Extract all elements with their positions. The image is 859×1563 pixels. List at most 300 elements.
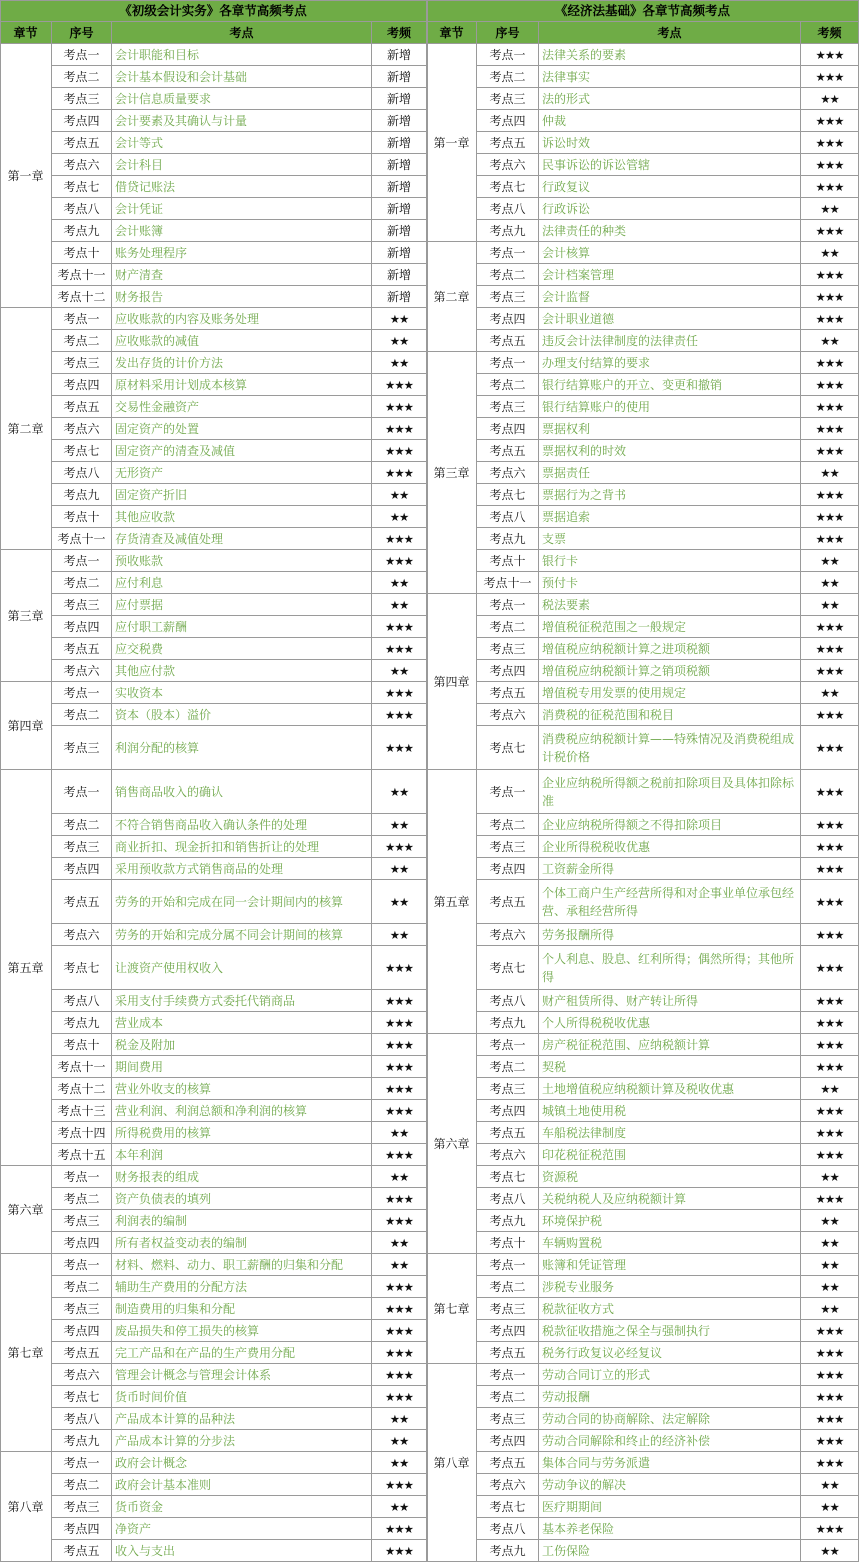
- row-point: 行政诉讼: [539, 198, 801, 220]
- row-point: 制造费用的归集和分配: [112, 1298, 372, 1320]
- row-frequency: ★★★: [801, 858, 859, 880]
- row-frequency: ★★★: [801, 484, 859, 506]
- row-point: 辅助生产费用的分配方法: [112, 1276, 372, 1298]
- row-frequency: ★★★: [801, 1518, 859, 1540]
- row-frequency: ★★: [372, 506, 427, 528]
- row-frequency: ★★: [372, 330, 427, 352]
- row-number: 考点九: [477, 1540, 539, 1562]
- row-frequency: ★★★: [801, 660, 859, 682]
- row-point: 行政复议: [539, 176, 801, 198]
- row-point: 税款征收方式: [539, 1298, 801, 1320]
- row-point: 预收账款: [112, 550, 372, 572]
- row-frequency: ★★★: [372, 1276, 427, 1298]
- row-point: 法律责任的种类: [539, 220, 801, 242]
- header-frequency: 考频: [801, 22, 859, 44]
- row-point: 劳务报酬所得: [539, 924, 801, 946]
- row-number: 考点十一: [52, 1056, 112, 1078]
- row-point: 材料、燃料、动力、职工薪酬的归集和分配: [112, 1254, 372, 1276]
- row-number: 考点六: [477, 704, 539, 726]
- row-frequency: ★★★: [372, 1144, 427, 1166]
- row-frequency: ★★: [801, 1474, 859, 1496]
- row-number: 考点六: [477, 462, 539, 484]
- row-frequency: ★★: [372, 1408, 427, 1430]
- row-number: 考点八: [477, 506, 539, 528]
- row-point: 应收账款的内容及账务处理: [112, 308, 372, 330]
- row-point: 增值税应纳税额计算之销项税额: [539, 660, 801, 682]
- row-frequency: ★★: [801, 1210, 859, 1232]
- row-frequency: ★★★: [801, 1320, 859, 1342]
- row-number: 考点三: [52, 1210, 112, 1232]
- row-frequency: ★★: [372, 484, 427, 506]
- row-frequency: ★★: [801, 1496, 859, 1518]
- row-point: 法律事实: [539, 66, 801, 88]
- row-point: 法律关系的要素: [539, 44, 801, 66]
- row-point: 货币资金: [112, 1496, 372, 1518]
- row-point: 管理会计概念与管理会计体系: [112, 1364, 372, 1386]
- row-number: 考点一: [52, 550, 112, 572]
- row-frequency: ★★★: [801, 814, 859, 836]
- row-number: 考点四: [477, 418, 539, 440]
- row-point: 城镇土地使用税: [539, 1100, 801, 1122]
- chapter-label: 第七章: [0, 1254, 52, 1452]
- row-number: 考点四: [477, 1430, 539, 1452]
- row-point: 营业利润、利润总额和净利润的核算: [112, 1100, 372, 1122]
- row-frequency: ★★★: [801, 704, 859, 726]
- row-frequency: ★★: [801, 1254, 859, 1276]
- row-point: 利润表的编制: [112, 1210, 372, 1232]
- row-point: 税金及附加: [112, 1034, 372, 1056]
- row-number: 考点四: [52, 1518, 112, 1540]
- row-point: 完工产品和在产品的生产费用分配: [112, 1342, 372, 1364]
- row-frequency: ★★★: [801, 1188, 859, 1210]
- row-number: 考点三: [477, 1078, 539, 1100]
- table-title: 《初级会计实务》各章节高频考点: [0, 0, 427, 22]
- row-point: 财务报告: [112, 286, 372, 308]
- row-frequency: ★★★: [372, 1386, 427, 1408]
- row-point: 固定资产的处置: [112, 418, 372, 440]
- chapter-label: 第二章: [427, 242, 477, 352]
- row-number: 考点一: [52, 682, 112, 704]
- row-point: 实收资本: [112, 682, 372, 704]
- row-point: 营业成本: [112, 1012, 372, 1034]
- row-point: 会计要素及其确认与计量: [112, 110, 372, 132]
- row-point: 劳务的开始和完成在同一会计期间内的核算: [112, 880, 372, 924]
- row-point: 劳动合同解除和终止的经济补偿: [539, 1430, 801, 1452]
- row-number: 考点七: [52, 1386, 112, 1408]
- row-point: 应付票据: [112, 594, 372, 616]
- row-number: 考点二: [52, 704, 112, 726]
- row-number: 考点八: [52, 1408, 112, 1430]
- row-number: 考点七: [477, 946, 539, 990]
- row-number: 考点一: [52, 770, 112, 814]
- row-number: 考点六: [52, 660, 112, 682]
- chapter-label: 第六章: [0, 1166, 52, 1254]
- row-point: 预付卡: [539, 572, 801, 594]
- row-number: 考点八: [477, 1188, 539, 1210]
- row-point: 不符合销售商品收入确认条件的处理: [112, 814, 372, 836]
- chapter-label: 第三章: [427, 352, 477, 594]
- row-point: 环境保护税: [539, 1210, 801, 1232]
- row-number: 考点五: [52, 396, 112, 418]
- row-frequency: ★★★: [372, 1056, 427, 1078]
- row-frequency: ★★★: [801, 1144, 859, 1166]
- row-number: 考点三: [477, 836, 539, 858]
- row-number: 考点四: [477, 308, 539, 330]
- row-frequency: ★★★: [801, 616, 859, 638]
- row-number: 考点三: [52, 836, 112, 858]
- row-number: 考点一: [52, 1254, 112, 1276]
- row-number: 考点六: [477, 154, 539, 176]
- chapter-label: 第八章: [427, 1364, 477, 1562]
- row-frequency: ★★★: [801, 528, 859, 550]
- row-frequency: ★★: [801, 1232, 859, 1254]
- row-point: 会计基本假设和会计基础: [112, 66, 372, 88]
- row-frequency: ★★★: [801, 176, 859, 198]
- row-number: 考点二: [52, 330, 112, 352]
- row-number: 考点二: [52, 1474, 112, 1496]
- row-point: 工资薪金所得: [539, 858, 801, 880]
- row-frequency: ★★★: [801, 946, 859, 990]
- row-point: 房产税征税范围、应纳税额计算: [539, 1034, 801, 1056]
- row-point: 销售商品收入的确认: [112, 770, 372, 814]
- row-frequency: ★★: [801, 198, 859, 220]
- row-number: 考点十三: [52, 1100, 112, 1122]
- row-frequency: 新增: [372, 44, 427, 66]
- row-frequency: ★★★: [372, 616, 427, 638]
- row-point: 货币时间价值: [112, 1386, 372, 1408]
- row-frequency: ★★★: [372, 1298, 427, 1320]
- row-frequency: ★★: [801, 1298, 859, 1320]
- row-number: 考点一: [477, 242, 539, 264]
- row-number: 考点六: [52, 418, 112, 440]
- chapter-label: 第一章: [427, 44, 477, 242]
- row-frequency: ★★★: [801, 264, 859, 286]
- row-number: 考点七: [52, 176, 112, 198]
- row-number: 考点二: [477, 1276, 539, 1298]
- row-point: 应收账款的减值: [112, 330, 372, 352]
- row-point: 存货清查及减值处理: [112, 528, 372, 550]
- row-number: 考点一: [477, 594, 539, 616]
- row-frequency: ★★: [801, 242, 859, 264]
- row-frequency: ★★★: [801, 352, 859, 374]
- row-point: 本年利润: [112, 1144, 372, 1166]
- row-frequency: ★★: [801, 1276, 859, 1298]
- row-number: 考点五: [52, 1342, 112, 1364]
- row-point: 个体工商户生产经营所得和对企事业单位承包经营、承租经营所得: [539, 880, 801, 924]
- row-number: 考点八: [477, 990, 539, 1012]
- row-point: 政府会计基本准则: [112, 1474, 372, 1496]
- row-number: 考点二: [477, 1056, 539, 1078]
- row-point: 财产租赁所得、财产转让所得: [539, 990, 801, 1012]
- row-frequency: ★★: [372, 352, 427, 374]
- row-frequency: ★★★: [372, 704, 427, 726]
- row-frequency: ★★★: [372, 374, 427, 396]
- row-number: 考点五: [477, 1122, 539, 1144]
- row-number: 考点十一: [477, 572, 539, 594]
- row-number: 考点五: [477, 132, 539, 154]
- row-number: 考点二: [477, 616, 539, 638]
- row-point: 增值税应纳税额计算之进项税额: [539, 638, 801, 660]
- row-point: 劳动报酬: [539, 1386, 801, 1408]
- row-point: 银行卡: [539, 550, 801, 572]
- row-frequency: 新增: [372, 154, 427, 176]
- row-point: 票据追索: [539, 506, 801, 528]
- row-number: 考点十: [52, 242, 112, 264]
- row-point: 诉讼时效: [539, 132, 801, 154]
- row-point: 企业所得税税收优惠: [539, 836, 801, 858]
- row-frequency: 新增: [372, 264, 427, 286]
- row-point: 会计监督: [539, 286, 801, 308]
- row-frequency: ★★: [372, 770, 427, 814]
- row-point: 所有者权益变动表的编制: [112, 1232, 372, 1254]
- row-number: 考点四: [477, 858, 539, 880]
- row-point: 政府会计概念: [112, 1452, 372, 1474]
- row-number: 考点五: [477, 1342, 539, 1364]
- row-point: 商业折扣、现金折扣和销售折让的处理: [112, 836, 372, 858]
- row-frequency: ★★: [372, 308, 427, 330]
- row-point: 发出存货的计价方法: [112, 352, 372, 374]
- row-frequency: ★★★: [801, 154, 859, 176]
- row-point: 账务处理程序: [112, 242, 372, 264]
- row-frequency: ★★★: [801, 836, 859, 858]
- row-number: 考点九: [52, 1012, 112, 1034]
- row-number: 考点九: [52, 484, 112, 506]
- row-point: 关税纳税人及应纳税额计算: [539, 1188, 801, 1210]
- row-frequency: ★★★: [801, 1342, 859, 1364]
- row-frequency: ★★★: [801, 1122, 859, 1144]
- row-point: 财产清查: [112, 264, 372, 286]
- row-point: 劳动合同订立的形式: [539, 1364, 801, 1386]
- row-number: 考点九: [477, 1210, 539, 1232]
- row-point: 劳务的开始和完成分属不同会计期间的核算: [112, 924, 372, 946]
- row-point: 原材料采用计划成本核算: [112, 374, 372, 396]
- row-number: 考点六: [52, 154, 112, 176]
- row-frequency: ★★★: [372, 1518, 427, 1540]
- row-frequency: ★★: [801, 88, 859, 110]
- row-number: 考点十: [52, 506, 112, 528]
- row-number: 考点一: [477, 44, 539, 66]
- row-point: 营业外收支的核算: [112, 1078, 372, 1100]
- row-frequency: ★★★: [372, 726, 427, 770]
- row-frequency: ★★★: [372, 990, 427, 1012]
- row-number: 考点二: [52, 1188, 112, 1210]
- row-number: 考点七: [52, 440, 112, 462]
- row-point: 应付职工薪酬: [112, 616, 372, 638]
- row-number: 考点一: [477, 352, 539, 374]
- header-point: 考点: [539, 22, 801, 44]
- row-number: 考点十: [477, 1232, 539, 1254]
- row-frequency: ★★★: [372, 1188, 427, 1210]
- row-point: 会计信息质量要求: [112, 88, 372, 110]
- row-frequency: ★★: [801, 1078, 859, 1100]
- row-point: 应交税费: [112, 638, 372, 660]
- row-number: 考点十二: [52, 286, 112, 308]
- row-point: 劳动争议的解决: [539, 1474, 801, 1496]
- row-frequency: ★★★: [801, 726, 859, 770]
- row-point: 会计科目: [112, 154, 372, 176]
- row-point: 基本养老保险: [539, 1518, 801, 1540]
- row-number: 考点四: [52, 1232, 112, 1254]
- row-frequency: ★★★: [372, 946, 427, 990]
- row-frequency: ★★★: [801, 1408, 859, 1430]
- row-number: 考点七: [477, 484, 539, 506]
- row-point: 会计账簿: [112, 220, 372, 242]
- row-frequency: ★★★: [801, 110, 859, 132]
- row-number: 考点二: [52, 814, 112, 836]
- row-point: 支票: [539, 528, 801, 550]
- row-number: 考点九: [477, 220, 539, 242]
- row-point: 票据权利: [539, 418, 801, 440]
- row-frequency: ★★: [801, 462, 859, 484]
- row-point: 税务行政复议必经复议: [539, 1342, 801, 1364]
- row-frequency: ★★★: [801, 506, 859, 528]
- row-point: 票据权利的时效: [539, 440, 801, 462]
- row-number: 考点四: [52, 110, 112, 132]
- row-frequency: 新增: [372, 88, 427, 110]
- row-number: 考点六: [477, 1474, 539, 1496]
- row-point: 增值税专用发票的使用规定: [539, 682, 801, 704]
- row-point: 涉税专业服务: [539, 1276, 801, 1298]
- row-number: 考点五: [52, 880, 112, 924]
- row-point: 资源税: [539, 1166, 801, 1188]
- row-frequency: ★★: [372, 924, 427, 946]
- row-number: 考点十一: [52, 528, 112, 550]
- row-number: 考点五: [52, 1540, 112, 1562]
- row-point: 增值税征税范围之一般规定: [539, 616, 801, 638]
- row-point: 票据责任: [539, 462, 801, 484]
- accounting-practice-table: [0, 0, 427, 1562]
- row-frequency: ★★★: [372, 1100, 427, 1122]
- row-frequency: ★★★: [372, 682, 427, 704]
- row-point: 仲裁: [539, 110, 801, 132]
- row-point: 所得税费用的核算: [112, 1122, 372, 1144]
- row-point: 产品成本计算的分步法: [112, 1430, 372, 1452]
- row-frequency: ★★: [372, 1122, 427, 1144]
- row-point: 个人所得税税收优惠: [539, 1012, 801, 1034]
- row-point: 会计档案管理: [539, 264, 801, 286]
- header-frequency: 考频: [372, 22, 427, 44]
- row-point: 违反会计法律制度的法律责任: [539, 330, 801, 352]
- row-frequency: ★★★: [372, 836, 427, 858]
- row-point: 产品成本计算的品种法: [112, 1408, 372, 1430]
- row-number: 考点六: [52, 1364, 112, 1386]
- row-frequency: 新增: [372, 66, 427, 88]
- row-point: 无形资产: [112, 462, 372, 484]
- row-frequency: ★★: [372, 1166, 427, 1188]
- row-number: 考点三: [477, 286, 539, 308]
- row-frequency: ★★: [372, 814, 427, 836]
- row-point: 会计职能和目标: [112, 44, 372, 66]
- row-number: 考点四: [477, 1100, 539, 1122]
- row-number: 考点四: [52, 616, 112, 638]
- row-frequency: ★★: [801, 572, 859, 594]
- row-point: 财务报表的组成: [112, 1166, 372, 1188]
- row-frequency: ★★★: [372, 1540, 427, 1562]
- row-point: 废品损失和停工损失的核算: [112, 1320, 372, 1342]
- row-frequency: ★★★: [801, 880, 859, 924]
- row-frequency: ★★★: [801, 374, 859, 396]
- row-frequency: 新增: [372, 286, 427, 308]
- row-frequency: ★★★: [801, 1364, 859, 1386]
- row-frequency: ★★★: [801, 1056, 859, 1078]
- row-frequency: ★★: [801, 550, 859, 572]
- row-frequency: ★★★: [801, 638, 859, 660]
- row-number: 考点一: [52, 44, 112, 66]
- row-point: 交易性金融资产: [112, 396, 372, 418]
- row-number: 考点九: [477, 528, 539, 550]
- row-number: 考点三: [52, 1298, 112, 1320]
- row-frequency: ★★★: [801, 308, 859, 330]
- row-frequency: ★★★: [372, 550, 427, 572]
- row-frequency: ★★★: [801, 44, 859, 66]
- row-number: 考点三: [477, 88, 539, 110]
- row-number: 考点八: [477, 198, 539, 220]
- row-number: 考点五: [52, 132, 112, 154]
- row-frequency: ★★: [372, 660, 427, 682]
- row-point: 企业应纳税所得额之税前扣除项目及具体扣除标准: [539, 770, 801, 814]
- row-number: 考点一: [477, 1034, 539, 1056]
- row-point: 税款征收措施之保全与强制执行: [539, 1320, 801, 1342]
- row-number: 考点二: [477, 66, 539, 88]
- row-number: 考点二: [52, 66, 112, 88]
- row-number: 考点八: [52, 462, 112, 484]
- row-frequency: ★★★: [372, 418, 427, 440]
- row-number: 考点三: [477, 1408, 539, 1430]
- row-number: 考点三: [477, 396, 539, 418]
- row-number: 考点六: [477, 924, 539, 946]
- row-point: 企业应纳税所得额之不得扣除项目: [539, 814, 801, 836]
- chapter-label: 第四章: [0, 682, 52, 770]
- row-frequency: ★★★: [372, 396, 427, 418]
- row-number: 考点二: [477, 1386, 539, 1408]
- row-frequency: ★★: [801, 1166, 859, 1188]
- row-frequency: ★★★: [801, 66, 859, 88]
- row-number: 考点二: [477, 264, 539, 286]
- row-frequency: ★★★: [372, 1320, 427, 1342]
- row-point: 固定资产的清查及减值: [112, 440, 372, 462]
- row-frequency: ★★: [372, 1430, 427, 1452]
- row-number: 考点四: [52, 374, 112, 396]
- row-number: 考点五: [477, 330, 539, 352]
- row-number: 考点十五: [52, 1144, 112, 1166]
- row-number: 考点一: [477, 770, 539, 814]
- row-point: 会计核算: [539, 242, 801, 264]
- row-point: 资本（股本）溢价: [112, 704, 372, 726]
- row-point: 账簿和凭证管理: [539, 1254, 801, 1276]
- row-number: 考点二: [52, 1276, 112, 1298]
- row-number: 考点一: [52, 1166, 112, 1188]
- row-number: 考点十一: [52, 264, 112, 286]
- row-point: 民事诉讼的诉讼管辖: [539, 154, 801, 176]
- header-chapter: 章节: [0, 22, 52, 44]
- row-frequency: ★★★: [801, 1100, 859, 1122]
- row-frequency: ★★: [372, 858, 427, 880]
- row-frequency: ★★★: [801, 1386, 859, 1408]
- row-point: 办理支付结算的要求: [539, 352, 801, 374]
- row-frequency: ★★★: [801, 396, 859, 418]
- chapter-label: 第七章: [427, 1254, 477, 1364]
- row-frequency: ★★: [372, 1254, 427, 1276]
- row-number: 考点七: [477, 176, 539, 198]
- row-point: 工伤保险: [539, 1540, 801, 1562]
- row-number: 考点八: [52, 198, 112, 220]
- row-number: 考点六: [52, 924, 112, 946]
- row-frequency: ★★★: [372, 1364, 427, 1386]
- row-frequency: ★★★: [801, 1430, 859, 1452]
- row-point: 车辆购置税: [539, 1232, 801, 1254]
- row-number: 考点三: [52, 352, 112, 374]
- row-frequency: 新增: [372, 220, 427, 242]
